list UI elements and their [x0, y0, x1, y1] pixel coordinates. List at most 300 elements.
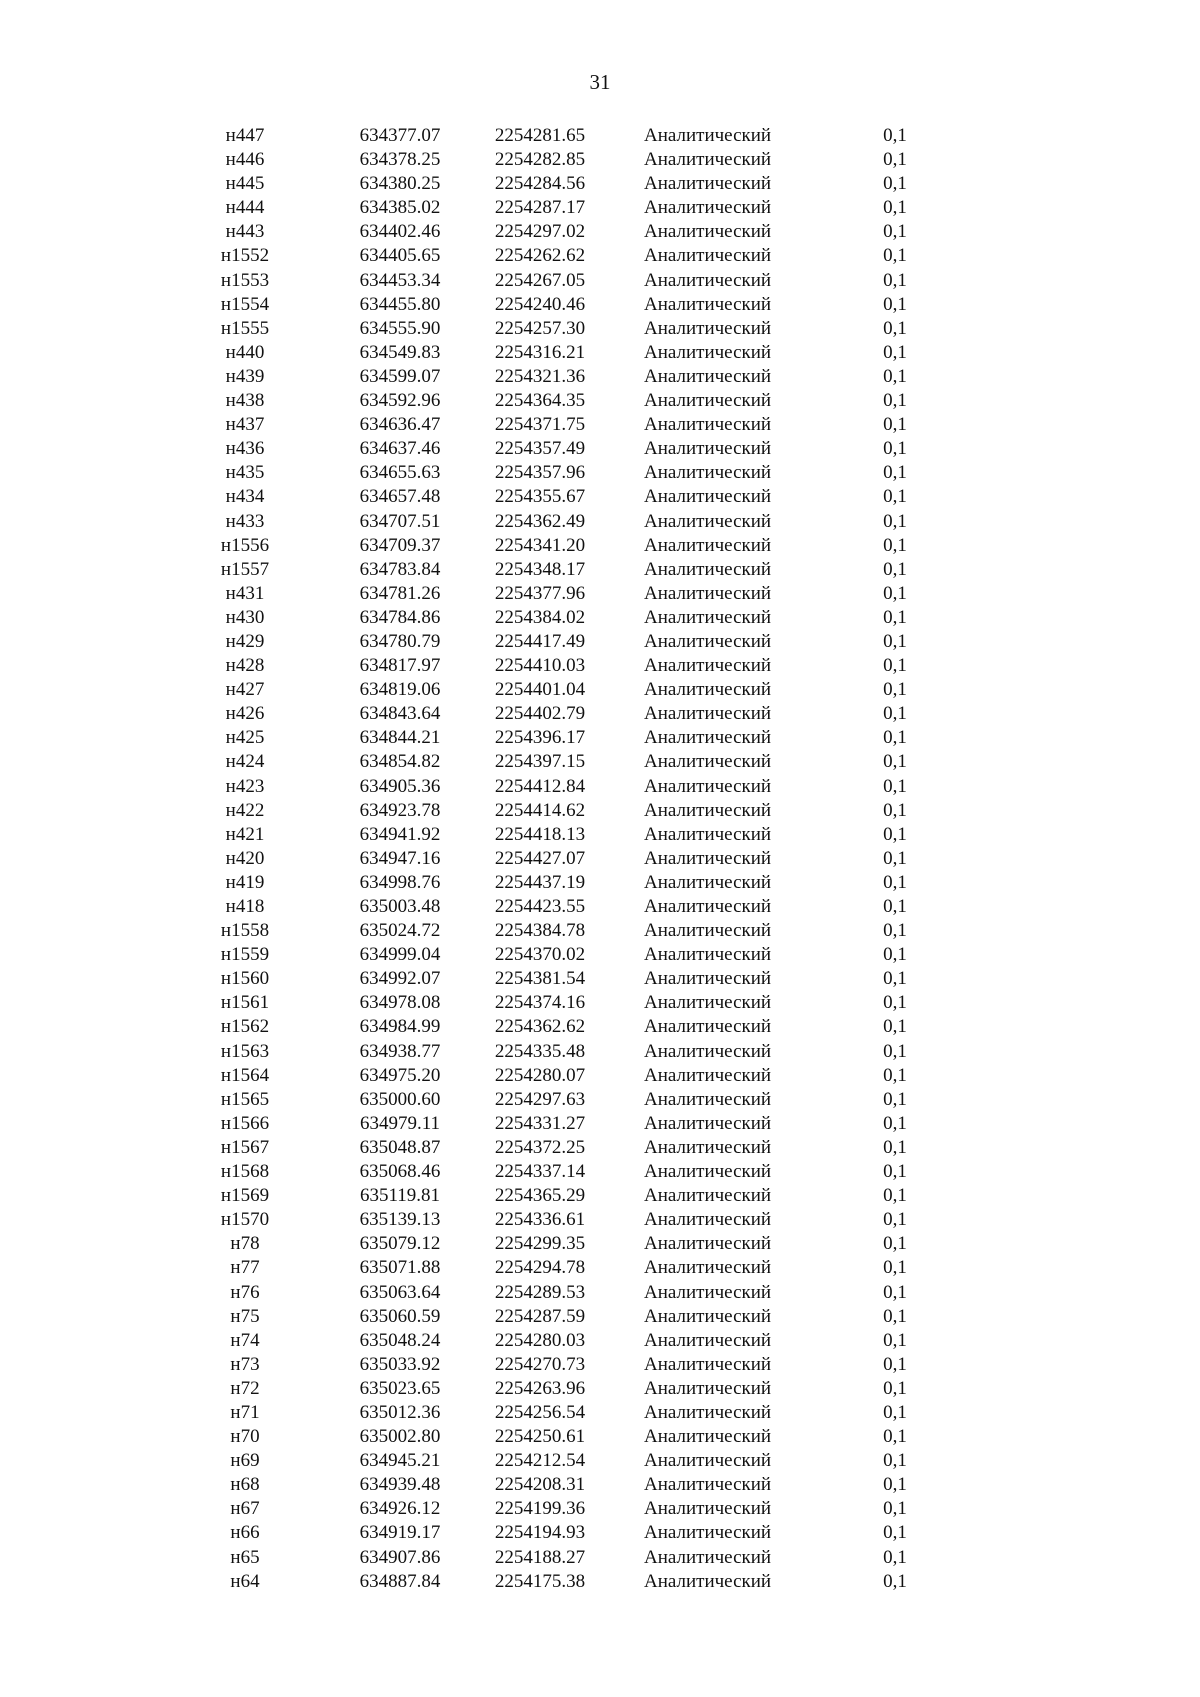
y-coordinate-cell: 2254427.07 — [494, 847, 586, 869]
table-row — [0, 244, 1200, 268]
point-id-cell: н1563 — [220, 1040, 270, 1062]
x-coordinate-cell: 634780.79 — [359, 630, 441, 652]
x-coordinate-cell: 635068.46 — [359, 1161, 441, 1183]
table-row — [0, 1015, 1200, 1039]
table-row — [0, 630, 1200, 654]
point-id-cell: н77 — [230, 1257, 260, 1279]
accuracy-cell: 0,1 — [883, 1498, 907, 1520]
x-coordinate-cell: 634555.90 — [359, 317, 441, 339]
point-id-cell: н66 — [230, 1522, 260, 1544]
x-coordinate-cell: 634979.11 — [359, 1112, 441, 1134]
point-id-cell: н423 — [225, 775, 265, 797]
y-coordinate-cell: 2254372.25 — [494, 1136, 586, 1158]
table-row — [0, 1497, 1200, 1521]
point-id-cell: н443 — [225, 221, 265, 243]
point-id-cell: н74 — [230, 1329, 260, 1351]
y-coordinate-cell: 2254208.31 — [494, 1474, 586, 1496]
point-id-cell: н418 — [225, 896, 265, 917]
x-coordinate-cell: 634655.63 — [359, 462, 441, 484]
y-coordinate-cell: 2254418.13 — [494, 823, 586, 845]
point-id-cell: н1565 — [220, 1088, 270, 1110]
method-cell: Аналитический — [644, 1570, 772, 1592]
table-row — [0, 991, 1200, 1015]
accuracy-cell: 0,1 — [883, 1064, 907, 1086]
table-row — [0, 317, 1200, 341]
method-cell: Аналитический — [644, 896, 772, 917]
y-coordinate-cell: 2254355.67 — [494, 486, 586, 508]
point-id-cell: н429 — [225, 630, 265, 652]
point-id-cell: н1561 — [220, 992, 270, 1014]
method-cell: Аналитический — [644, 1329, 772, 1351]
method-cell: Аналитический — [644, 1161, 772, 1183]
x-coordinate-cell: 635000.60 — [359, 1088, 441, 1110]
accuracy-cell: 0,1 — [883, 197, 907, 219]
table-row — [0, 654, 1200, 678]
point-id-cell: н1554 — [220, 293, 270, 315]
x-coordinate-cell: 635002.80 — [359, 1426, 441, 1448]
method-cell: Аналитический — [644, 920, 772, 942]
method-cell: Аналитический — [644, 317, 772, 339]
accuracy-cell: 0,1 — [883, 462, 907, 484]
accuracy-cell: 0,1 — [883, 1161, 907, 1183]
x-coordinate-cell: 634854.82 — [359, 751, 441, 773]
method-cell: Аналитический — [644, 1281, 772, 1303]
point-id-cell: н438 — [225, 390, 265, 412]
y-coordinate-cell: 2254299.35 — [494, 1233, 586, 1255]
x-coordinate-cell: 634781.26 — [359, 582, 441, 604]
y-coordinate-cell: 2254321.36 — [494, 365, 586, 387]
method-cell: Аналитический — [644, 390, 772, 412]
x-coordinate-cell: 635071.88 — [359, 1257, 441, 1279]
x-coordinate-cell: 634992.07 — [359, 968, 441, 990]
table-row — [0, 1184, 1200, 1208]
table-row — [0, 1570, 1200, 1594]
x-coordinate-cell: 634926.12 — [359, 1498, 441, 1520]
method-cell: Аналитический — [644, 462, 772, 484]
accuracy-cell: 0,1 — [883, 1353, 907, 1375]
method-cell: Аналитический — [644, 245, 772, 267]
y-coordinate-cell: 2254381.54 — [494, 968, 586, 990]
y-coordinate-cell: 2254256.54 — [494, 1401, 586, 1423]
point-id-cell: н72 — [230, 1377, 260, 1399]
method-cell: Аналитический — [644, 606, 772, 628]
point-id-cell: н434 — [225, 486, 265, 508]
x-coordinate-cell: 635048.87 — [359, 1136, 441, 1158]
point-id-cell: н437 — [225, 414, 265, 436]
method-cell: Аналитический — [644, 197, 772, 219]
method-cell: Аналитический — [644, 582, 772, 604]
point-id-cell: н420 — [225, 847, 265, 869]
accuracy-cell: 0,1 — [883, 1474, 907, 1496]
y-coordinate-cell: 2254316.21 — [494, 341, 586, 363]
x-coordinate-cell: 634844.21 — [359, 727, 441, 749]
method-cell: Аналитический — [644, 1016, 772, 1038]
method-cell: Аналитический — [644, 1209, 772, 1231]
point-id-cell: н75 — [230, 1305, 260, 1327]
y-coordinate-cell: 2254281.65 — [494, 125, 586, 146]
x-coordinate-cell: 634453.34 — [359, 269, 441, 291]
accuracy-cell: 0,1 — [883, 920, 907, 942]
method-cell: Аналитический — [644, 1474, 772, 1496]
x-coordinate-cell: 635033.92 — [359, 1353, 441, 1375]
table-row — [0, 534, 1200, 558]
method-cell: Аналитический — [644, 1450, 772, 1472]
method-cell: Аналитический — [644, 679, 772, 701]
table-row — [0, 510, 1200, 534]
accuracy-cell: 0,1 — [883, 799, 907, 821]
y-coordinate-cell: 2254401.04 — [494, 679, 586, 701]
accuracy-cell: 0,1 — [883, 751, 907, 773]
accuracy-cell: 0,1 — [883, 1305, 907, 1327]
accuracy-cell: 0,1 — [883, 1522, 907, 1544]
x-coordinate-cell: 634975.20 — [359, 1064, 441, 1086]
table-row — [0, 823, 1200, 847]
table-row — [0, 1329, 1200, 1353]
method-cell: Аналитический — [644, 534, 772, 556]
table-row — [0, 413, 1200, 437]
x-coordinate-cell: 634919.17 — [359, 1522, 441, 1544]
point-id-cell: н1553 — [220, 269, 270, 291]
table-row — [0, 461, 1200, 485]
x-coordinate-cell: 634998.76 — [359, 871, 441, 893]
method-cell: Аналитический — [644, 1522, 772, 1544]
y-coordinate-cell: 2254284.56 — [494, 173, 586, 195]
method-cell: Аналитический — [644, 486, 772, 508]
y-coordinate-cell: 2254282.85 — [494, 149, 586, 171]
point-id-cell: н76 — [230, 1281, 260, 1303]
x-coordinate-cell: 634817.97 — [359, 655, 441, 677]
y-coordinate-cell: 2254370.02 — [494, 944, 586, 966]
point-id-cell: н1558 — [220, 920, 270, 942]
method-cell: Аналитический — [644, 775, 772, 797]
point-id-cell: н1562 — [220, 1016, 270, 1038]
method-cell: Аналитический — [644, 1546, 772, 1568]
y-coordinate-cell: 2254280.07 — [494, 1064, 586, 1086]
accuracy-cell: 0,1 — [883, 558, 907, 580]
x-coordinate-cell: 634945.21 — [359, 1450, 441, 1472]
y-coordinate-cell: 2254240.46 — [494, 293, 586, 315]
point-id-cell: н445 — [225, 173, 265, 195]
y-coordinate-cell: 2254362.49 — [494, 510, 586, 532]
table-row — [0, 485, 1200, 509]
table-row — [0, 293, 1200, 317]
accuracy-cell: 0,1 — [883, 582, 907, 604]
method-cell: Аналитический — [644, 558, 772, 580]
method-cell: Аналитический — [644, 1353, 772, 1375]
x-coordinate-cell: 634939.48 — [359, 1474, 441, 1496]
page-number: 31 — [589, 70, 611, 94]
x-coordinate-cell: 634636.47 — [359, 414, 441, 436]
y-coordinate-cell: 2254199.36 — [494, 1498, 586, 1520]
x-coordinate-cell: 634938.77 — [359, 1040, 441, 1062]
x-coordinate-cell: 634984.99 — [359, 1016, 441, 1038]
accuracy-cell: 0,1 — [883, 944, 907, 966]
y-coordinate-cell: 2254194.93 — [494, 1522, 586, 1544]
method-cell: Аналитический — [644, 414, 772, 436]
table-row — [0, 943, 1200, 967]
method-cell: Аналитический — [644, 751, 772, 773]
accuracy-cell: 0,1 — [883, 1136, 907, 1158]
accuracy-cell: 0,1 — [883, 365, 907, 387]
point-id-cell: н419 — [225, 871, 265, 893]
method-cell: Аналитический — [644, 510, 772, 532]
x-coordinate-cell: 634405.65 — [359, 245, 441, 267]
table-row — [0, 1064, 1200, 1088]
point-id-cell: н1567 — [220, 1136, 270, 1158]
y-coordinate-cell: 2254287.59 — [494, 1305, 586, 1327]
method-cell: Аналитический — [644, 1401, 772, 1423]
accuracy-cell: 0,1 — [883, 968, 907, 990]
table-row — [0, 895, 1200, 919]
x-coordinate-cell: 635119.81 — [359, 1185, 441, 1207]
x-coordinate-cell: 634978.08 — [359, 992, 441, 1014]
point-id-cell: н421 — [225, 823, 265, 845]
accuracy-cell: 0,1 — [883, 1570, 907, 1592]
accuracy-cell: 0,1 — [883, 1426, 907, 1448]
method-cell: Аналитический — [644, 703, 772, 725]
y-coordinate-cell: 2254331.27 — [494, 1112, 586, 1134]
table-row — [0, 1136, 1200, 1160]
y-coordinate-cell: 2254263.96 — [494, 1377, 586, 1399]
accuracy-cell: 0,1 — [883, 847, 907, 869]
method-cell: Аналитический — [644, 1040, 772, 1062]
table-row — [0, 124, 1200, 148]
method-cell: Аналитический — [644, 438, 772, 460]
point-id-cell: н424 — [225, 751, 265, 773]
y-coordinate-cell: 2254297.63 — [494, 1088, 586, 1110]
table-row — [0, 871, 1200, 895]
accuracy-cell: 0,1 — [883, 125, 907, 146]
y-coordinate-cell: 2254297.02 — [494, 221, 586, 243]
x-coordinate-cell: 634707.51 — [359, 510, 441, 532]
y-coordinate-cell: 2254396.17 — [494, 727, 586, 749]
table-row — [0, 196, 1200, 220]
accuracy-cell: 0,1 — [883, 534, 907, 556]
y-coordinate-cell: 2254402.79 — [494, 703, 586, 725]
table-row — [0, 967, 1200, 991]
x-coordinate-cell: 634783.84 — [359, 558, 441, 580]
accuracy-cell: 0,1 — [883, 1329, 907, 1351]
accuracy-cell: 0,1 — [883, 1185, 907, 1207]
x-coordinate-cell: 635024.72 — [359, 920, 441, 942]
y-coordinate-cell: 2254423.55 — [494, 896, 586, 917]
method-cell: Аналитический — [644, 125, 772, 146]
table-row — [0, 919, 1200, 943]
x-coordinate-cell: 634402.46 — [359, 221, 441, 243]
point-id-cell: н73 — [230, 1353, 260, 1375]
point-id-cell: н435 — [225, 462, 265, 484]
point-id-cell: н428 — [225, 655, 265, 677]
table-row — [0, 365, 1200, 389]
point-id-cell: н422 — [225, 799, 265, 821]
point-id-cell: н69 — [230, 1450, 260, 1472]
method-cell: Аналитический — [644, 727, 772, 749]
point-id-cell: н430 — [225, 606, 265, 628]
method-cell: Аналитический — [644, 149, 772, 171]
method-cell: Аналитический — [644, 341, 772, 363]
y-coordinate-cell: 2254377.96 — [494, 582, 586, 604]
x-coordinate-cell: 635139.13 — [359, 1209, 441, 1231]
point-id-cell: н1555 — [220, 317, 270, 339]
table-row — [0, 750, 1200, 774]
y-coordinate-cell: 2254294.78 — [494, 1257, 586, 1279]
x-coordinate-cell: 634784.86 — [359, 606, 441, 628]
point-id-cell: н1560 — [220, 968, 270, 990]
table-row — [0, 1208, 1200, 1232]
accuracy-cell: 0,1 — [883, 630, 907, 652]
table-row — [0, 341, 1200, 365]
point-id-cell: н1557 — [220, 558, 270, 580]
y-coordinate-cell: 2254410.03 — [494, 655, 586, 677]
y-coordinate-cell: 2254341.20 — [494, 534, 586, 556]
x-coordinate-cell: 634905.36 — [359, 775, 441, 797]
accuracy-cell: 0,1 — [883, 414, 907, 436]
y-coordinate-cell: 2254335.48 — [494, 1040, 586, 1062]
accuracy-cell: 0,1 — [883, 149, 907, 171]
method-cell: Аналитический — [644, 823, 772, 845]
x-coordinate-cell: 635079.12 — [359, 1233, 441, 1255]
point-id-cell: н425 — [225, 727, 265, 749]
method-cell: Аналитический — [644, 1233, 772, 1255]
method-cell: Аналитический — [644, 1112, 772, 1134]
y-coordinate-cell: 2254267.05 — [494, 269, 586, 291]
method-cell: Аналитический — [644, 1064, 772, 1086]
accuracy-cell: 0,1 — [883, 1257, 907, 1279]
y-coordinate-cell: 2254280.03 — [494, 1329, 586, 1351]
accuracy-cell: 0,1 — [883, 1209, 907, 1231]
y-coordinate-cell: 2254371.75 — [494, 414, 586, 436]
y-coordinate-cell: 2254362.62 — [494, 1016, 586, 1038]
method-cell: Аналитический — [644, 365, 772, 387]
method-cell: Аналитический — [644, 847, 772, 869]
y-coordinate-cell: 2254374.16 — [494, 992, 586, 1014]
table-row — [0, 1305, 1200, 1329]
table-row — [0, 606, 1200, 630]
x-coordinate-cell: 635012.36 — [359, 1401, 441, 1423]
method-cell: Аналитический — [644, 799, 772, 821]
table-row — [0, 775, 1200, 799]
y-coordinate-cell: 2254437.19 — [494, 871, 586, 893]
x-coordinate-cell: 634923.78 — [359, 799, 441, 821]
accuracy-cell: 0,1 — [883, 317, 907, 339]
accuracy-cell: 0,1 — [883, 1401, 907, 1423]
accuracy-cell: 0,1 — [883, 823, 907, 845]
y-coordinate-cell: 2254257.30 — [494, 317, 586, 339]
y-coordinate-cell: 2254336.61 — [494, 1209, 586, 1231]
x-coordinate-cell: 634549.83 — [359, 341, 441, 363]
point-id-cell: н65 — [230, 1546, 260, 1568]
table-row — [0, 702, 1200, 726]
accuracy-cell: 0,1 — [883, 679, 907, 701]
accuracy-cell: 0,1 — [883, 510, 907, 532]
accuracy-cell: 0,1 — [883, 1450, 907, 1472]
method-cell: Аналитический — [644, 1136, 772, 1158]
point-id-cell: н1566 — [220, 1112, 270, 1134]
table-row — [0, 799, 1200, 823]
coordinates-table — [0, 124, 1200, 1594]
method-cell: Аналитический — [644, 968, 772, 990]
point-id-cell: н433 — [225, 510, 265, 532]
table-row — [0, 1377, 1200, 1401]
x-coordinate-cell: 634592.96 — [359, 390, 441, 412]
x-coordinate-cell: 634657.48 — [359, 486, 441, 508]
accuracy-cell: 0,1 — [883, 1088, 907, 1110]
y-coordinate-cell: 2254337.14 — [494, 1161, 586, 1183]
accuracy-cell: 0,1 — [883, 655, 907, 677]
x-coordinate-cell: 634385.02 — [359, 197, 441, 219]
method-cell: Аналитический — [644, 1426, 772, 1448]
table-row — [0, 1112, 1200, 1136]
y-coordinate-cell: 2254262.62 — [494, 245, 586, 267]
method-cell: Аналитический — [644, 871, 772, 893]
x-coordinate-cell: 634843.64 — [359, 703, 441, 725]
accuracy-cell: 0,1 — [883, 1546, 907, 1568]
accuracy-cell: 0,1 — [883, 341, 907, 363]
point-id-cell: н436 — [225, 438, 265, 460]
point-id-cell: н1564 — [220, 1064, 270, 1086]
accuracy-cell: 0,1 — [883, 390, 907, 412]
y-coordinate-cell: 2254357.96 — [494, 462, 586, 484]
method-cell: Аналитический — [644, 1498, 772, 1520]
point-id-cell: н444 — [225, 197, 265, 219]
x-coordinate-cell: 634637.46 — [359, 438, 441, 460]
method-cell: Аналитический — [644, 655, 772, 677]
method-cell: Аналитический — [644, 173, 772, 195]
point-id-cell: н67 — [230, 1498, 260, 1520]
accuracy-cell: 0,1 — [883, 992, 907, 1014]
y-coordinate-cell: 2254188.27 — [494, 1546, 586, 1568]
table-row — [0, 1449, 1200, 1473]
method-cell: Аналитический — [644, 293, 772, 315]
accuracy-cell: 0,1 — [883, 727, 907, 749]
point-id-cell: н447 — [225, 125, 265, 146]
y-coordinate-cell: 2254175.38 — [494, 1570, 586, 1592]
y-coordinate-cell: 2254414.62 — [494, 799, 586, 821]
accuracy-cell: 0,1 — [883, 871, 907, 893]
x-coordinate-cell: 635003.48 — [359, 896, 441, 917]
method-cell: Аналитический — [644, 1377, 772, 1399]
y-coordinate-cell: 2254384.02 — [494, 606, 586, 628]
accuracy-cell: 0,1 — [883, 1233, 907, 1255]
method-cell: Аналитический — [644, 269, 772, 291]
point-id-cell: н70 — [230, 1426, 260, 1448]
accuracy-cell: 0,1 — [883, 1040, 907, 1062]
point-id-cell: н1552 — [220, 245, 270, 267]
x-coordinate-cell: 634907.86 — [359, 1546, 441, 1568]
accuracy-cell: 0,1 — [883, 173, 907, 195]
method-cell: Аналитический — [644, 221, 772, 243]
point-id-cell: н427 — [225, 679, 265, 701]
table-row — [0, 172, 1200, 196]
accuracy-cell: 0,1 — [883, 703, 907, 725]
table-row — [0, 1088, 1200, 1112]
accuracy-cell: 0,1 — [883, 1016, 907, 1038]
y-coordinate-cell: 2254287.17 — [494, 197, 586, 219]
accuracy-cell: 0,1 — [883, 438, 907, 460]
table-row — [0, 678, 1200, 702]
accuracy-cell: 0,1 — [883, 775, 907, 797]
table-row — [0, 1232, 1200, 1256]
method-cell: Аналитический — [644, 1185, 772, 1207]
y-coordinate-cell: 2254212.54 — [494, 1450, 586, 1472]
accuracy-cell: 0,1 — [883, 1377, 907, 1399]
y-coordinate-cell: 2254250.61 — [494, 1426, 586, 1448]
x-coordinate-cell: 634887.84 — [359, 1570, 441, 1592]
y-coordinate-cell: 2254357.49 — [494, 438, 586, 460]
table-row — [0, 1353, 1200, 1377]
point-id-cell: н426 — [225, 703, 265, 725]
x-coordinate-cell: 634947.16 — [359, 847, 441, 869]
